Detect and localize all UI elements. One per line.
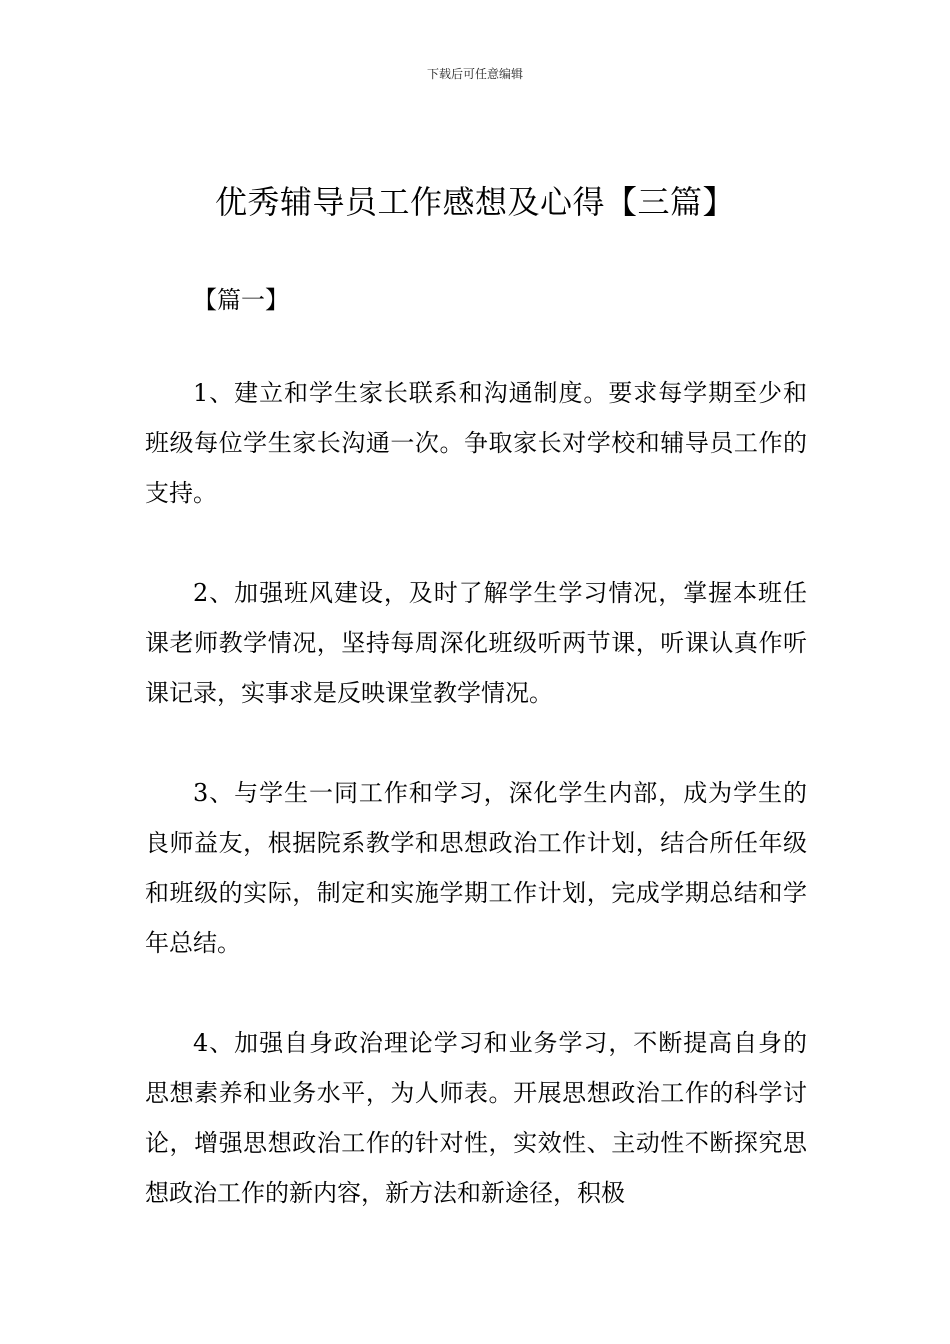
section-title: 【篇一】 — [193, 286, 289, 314]
paragraph-2: 2、加强班风建设，及时了解学生学习情况，掌握本班任课老师教学情况，坚持每周深化班级听两节课，听课认真作听课记录，实事求是反映课堂教学情况。 — [145, 579, 807, 707]
paragraph-4: 4、加强自身政治理论学习和业务学习，不断提高自身的思想素养和业务水平，为人师表。开展思想政治工作的科学讨论，增强思想政治工作的针对性，实效性、主动性不断探究思想政治工作的新内容，新方法和新途径，积极 — [145, 1029, 807, 1207]
page-header-note: 下载后可任意编辑 — [426, 67, 523, 81]
paragraph-1: 1、建立和学生家长联系和沟通制度。要求每学期至少和班级每位学生家长沟通一次。争取家长对学校和辅导员工作的支持。 — [145, 379, 807, 507]
paragraph-3: 3、与学生一同工作和学习，深化学生内部，成为学生的良师益友，根据院系教学和思想政治工作计划，结合所任年级和班级的实际，制定和实施学期工作计划，完成学期总结和学年总结。 — [145, 779, 807, 957]
document-title: 优秀辅导员工作感想及心得【三篇】 — [214, 183, 735, 221]
document-body — [145, 368, 807, 1268]
